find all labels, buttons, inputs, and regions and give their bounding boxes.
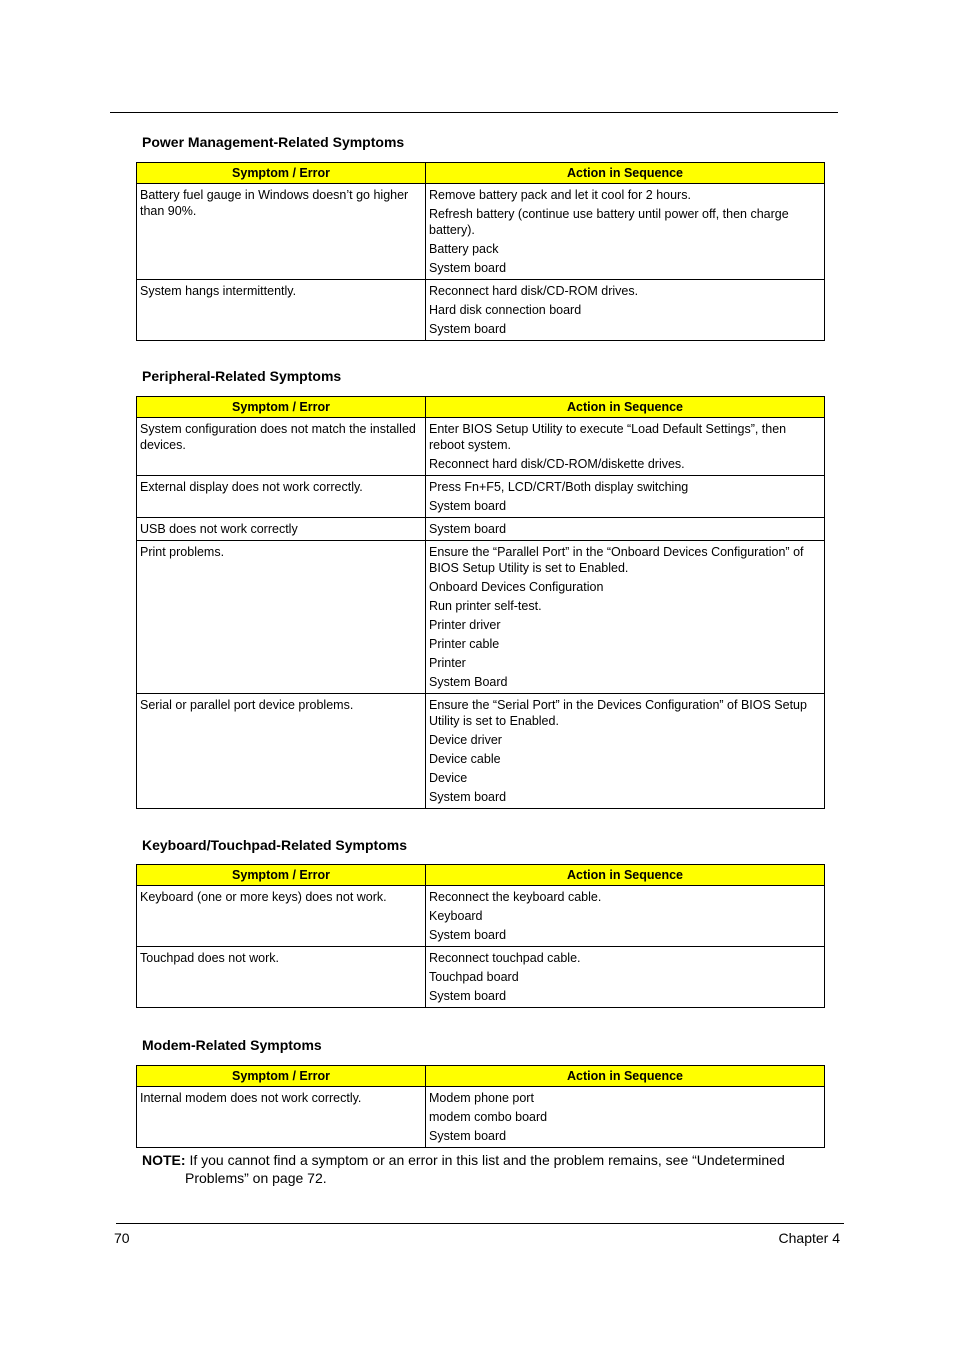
action-step: Printer (429, 656, 466, 670)
action-column-header: Action in Sequence (426, 1066, 825, 1087)
action-step: System Board (429, 675, 508, 689)
action-step: System board (429, 522, 507, 536)
action-step: Reconnect touchpad cable. (429, 951, 581, 965)
action-step: Refresh battery (continue use battery until power off, then charge battery). (429, 207, 789, 237)
table-row (137, 886, 825, 947)
action-step: Printer driver (429, 618, 501, 632)
action-step: Device cable (429, 752, 501, 766)
action-cell (426, 886, 825, 947)
action-column-header: Action in Sequence (426, 163, 825, 184)
symptom-cell: Battery fuel gauge in Windows doesn’t go higher than 90%. (137, 184, 426, 280)
page-number: 70 (114, 1230, 130, 1246)
action-step: modem combo board (429, 1110, 548, 1124)
action-step: Hard disk connection board (429, 303, 582, 317)
action-step: Onboard Devices Configuration (429, 580, 604, 594)
action-step: Reconnect the keyboard cable. (429, 890, 602, 904)
section-title-peripheral: Peripheral-Related Symptoms (142, 368, 342, 384)
action-cell (426, 1087, 825, 1148)
symptom-cell: Print problems. (137, 541, 426, 694)
action-step: System board (429, 989, 507, 1003)
action-step: Keyboard (429, 909, 483, 923)
action-cell (426, 518, 825, 541)
section-title-power: Power Management-Related Symptoms (142, 134, 405, 150)
action-step: Enter BIOS Setup Utility to execute “Load Default Settings”, then reboot system. (429, 422, 787, 452)
action-step: Reconnect hard disk/CD-ROM drives. (429, 284, 639, 298)
action-step: Remove battery pack and let it cool for 2 hours. (429, 188, 691, 202)
action-step: Run printer self-test. (429, 599, 542, 613)
action-column-header: Action in Sequence (426, 397, 825, 418)
table-row (137, 947, 825, 1008)
symptom-column-header: Symptom / Error (137, 1066, 426, 1087)
symptom-column-header: Symptom / Error (137, 163, 426, 184)
action-step: System board (429, 322, 507, 336)
symptom-cell: USB does not work correctly (137, 518, 426, 541)
action-step: Reconnect hard disk/CD-ROM/diskette drives. (429, 457, 685, 471)
header-rule (110, 112, 838, 113)
action-step: Press Fn+F5, LCD/CRT/Both display switching (429, 480, 689, 494)
action-step: Touchpad board (429, 970, 519, 984)
action-cell (426, 418, 825, 476)
symptom-cell: Keyboard (one or more keys) does not work. (137, 886, 426, 947)
action-step: Ensure the “Parallel Port” in the “Onboard Devices Configuration” of BIOS Setup Utility is set to Enabled. (429, 545, 804, 575)
action-column-header: Action in Sequence (426, 865, 825, 886)
table-header-row (137, 163, 825, 184)
action-cell (426, 541, 825, 694)
table-row (137, 476, 825, 518)
peripheral-symptoms-table (136, 396, 825, 809)
table-row (137, 518, 825, 541)
modem-symptoms-table (136, 1065, 825, 1148)
table-row (137, 184, 825, 280)
table-header-row (137, 865, 825, 886)
symptom-cell: Touchpad does not work. (137, 947, 426, 1008)
power-symptoms-table (136, 162, 825, 341)
table-row (137, 280, 825, 341)
action-step: Ensure the “Serial Port” in the Devices Configuration” of BIOS Setup Utility is set to Enabled. (429, 698, 807, 728)
footer-rule (116, 1223, 844, 1224)
symptom-column-header: Symptom / Error (137, 865, 426, 886)
symptom-column-header: Symptom / Error (137, 397, 426, 418)
table-row (137, 541, 825, 694)
table-row (137, 418, 825, 476)
chapter-label: Chapter 4 (778, 1230, 840, 1246)
action-step: System board (429, 499, 507, 513)
action-step: System board (429, 790, 507, 804)
table-row (137, 1087, 825, 1148)
symptom-cell: System hangs intermittently. (137, 280, 426, 341)
action-step: Device (429, 771, 468, 785)
section-title-modem: Modem-Related Symptoms (142, 1037, 322, 1053)
action-step: Printer cable (429, 637, 500, 651)
action-step: System board (429, 928, 507, 942)
table-header-row (137, 1066, 825, 1087)
table-row (137, 694, 825, 809)
note-text-line2: Problems” on page 72. (185, 1170, 327, 1186)
symptom-cell: Internal modem does not work correctly. (137, 1087, 426, 1148)
action-cell (426, 947, 825, 1008)
action-step: System board (429, 1129, 507, 1143)
action-cell (426, 476, 825, 518)
note-label: NOTE: (142, 1152, 186, 1168)
table-header-row (137, 397, 825, 418)
action-step: Modem phone port (429, 1091, 534, 1105)
action-step: Device driver (429, 733, 502, 747)
action-cell (426, 694, 825, 809)
action-cell (426, 184, 825, 280)
note-paragraph (142, 1151, 822, 1187)
note-text-line1: If you cannot find a symptom or an error in this list and the problem remains, see “Undetermined (189, 1152, 785, 1168)
action-cell (426, 280, 825, 341)
symptom-cell: External display does not work correctly. (137, 476, 426, 518)
keyboard-touchpad-symptoms-table (136, 864, 825, 1008)
action-step: Battery pack (429, 242, 499, 256)
section-title-keyboard-touchpad: Keyboard/Touchpad-Related Symptoms (142, 837, 408, 853)
symptom-cell: Serial or parallel port device problems. (137, 694, 426, 809)
symptom-cell: System configuration does not match the installed devices. (137, 418, 426, 476)
action-step: System board (429, 261, 507, 275)
